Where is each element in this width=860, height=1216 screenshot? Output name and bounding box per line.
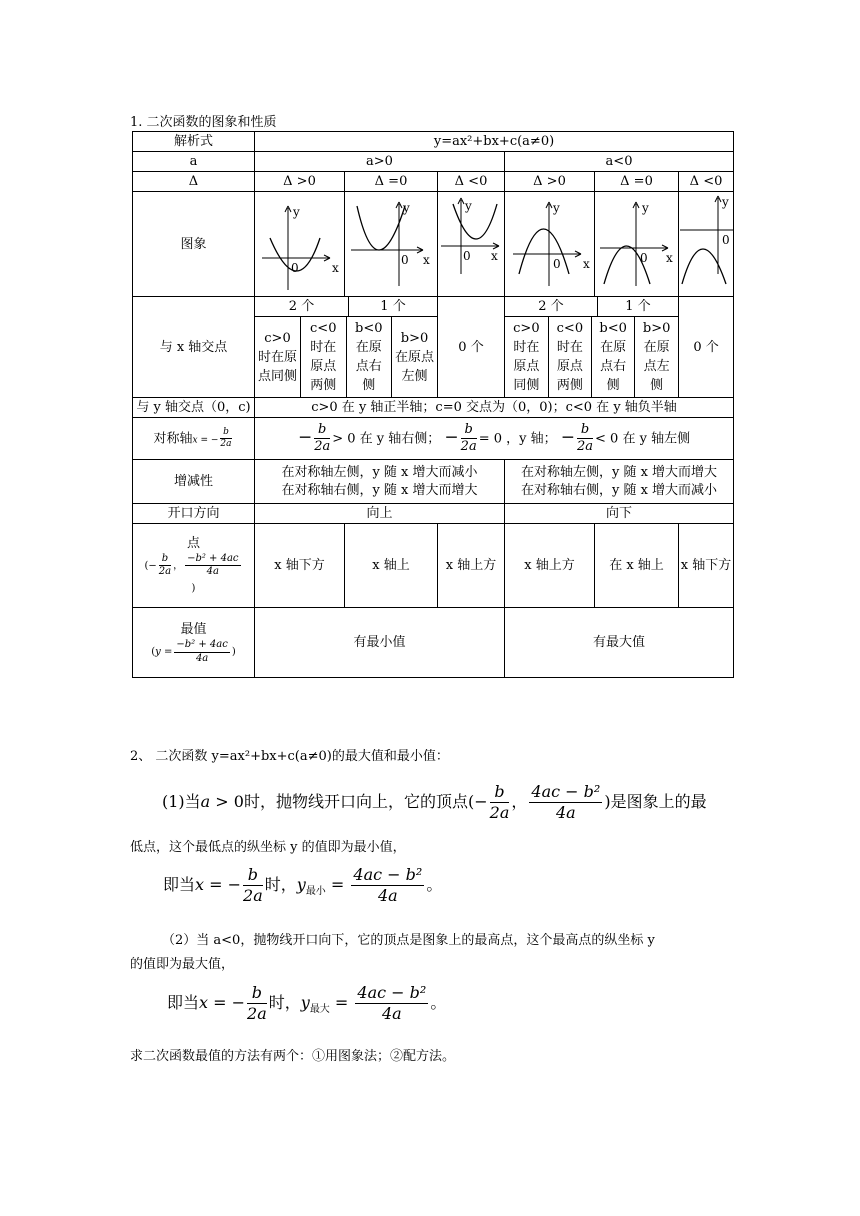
vertex-cell: x 轴上方 [505,524,595,608]
period: 。 [430,993,447,1012]
mono-line: 在对称轴左侧，y 随 x 增大而增大 [520,464,718,480]
case-2-line-2: 的值即为最大值， [130,957,235,972]
intersect-note: c<0 时在原点两侧 [548,317,591,397]
row-extreme-neg: 有最大值 [505,608,734,678]
row-mono-neg [505,460,734,504]
svg-text:x: x [582,257,590,271]
row-axis-label: 对称轴 [153,431,193,446]
sub-min: 最小 [305,886,326,898]
svg-text:0: 0 [463,249,471,263]
row-axis-value: − $\frac{b}{2a}$ > 0 在 y 轴右侧； − $\frac{b}{2a}$ = 0 ，y 轴； − $\frac{b}{2a}$ < 0 在 y 轴左侧 [255,418,734,460]
fraction: $\frac{b}{2a}$ [243,865,263,905]
delta-cell: Δ <0 [679,172,734,192]
graph-down-no-root [679,192,734,297]
svg-text:x: x [666,251,673,265]
svg-text:y: y [292,205,300,219]
row-a-pos: a>0 [255,152,505,172]
svg-text:x: x [331,261,339,275]
count-zero: 0 个 [679,297,734,398]
fraction: $\frac{b}{2a}$ [247,983,267,1023]
row-axis-label-cell [133,418,255,460]
row-extreme-label: 最值 [180,622,207,637]
parabola-graph [596,194,679,294]
fraction: $\frac{b}{2a}$ [158,552,172,577]
row-vertex-label-cell [133,524,255,608]
row-y-intersect-value: c>0 在 y 轴正半轴；c=0 交点为（0，0)；c<0 在 y 轴负半轴 [255,398,734,418]
mono-line: 在对称轴右侧，y 随 x 增大而增大 [281,482,478,498]
delta-cell: Δ >0 [505,172,595,192]
x-intersect-neg-details [505,317,679,398]
count-zero: 0 个 [438,297,505,398]
fraction: $\frac{\text{−b² + 4ac}}{4a}$ [176,639,228,664]
row-y-intersect-label: 与 y 轴交点（0，c) [133,398,255,418]
row-mono-pos [255,460,505,504]
sub-max: 最大 [309,1004,330,1016]
graph-down-one-root [595,192,679,297]
case-1-equation: 即当x = − $\frac{b}{2a}$ 时，$y_{最小}$ = $\frac{\text{4ac − b²}}{4a}$ 。 [163,865,443,905]
svg-text:y: y [465,199,472,213]
axis-formula: x = − [192,435,219,445]
fraction: $\frac{b}{2a}$ [460,421,477,454]
delta-cell: Δ >0 [255,172,345,192]
count-one: 1 个 [625,299,651,314]
intersect-note: b>0 在原点左侧 [395,330,435,384]
x-intersect-neg-detail-table [505,317,678,397]
svg-text:x: x [491,249,498,263]
row-vertex-label: 点 [186,535,200,551]
row-open-neg: 向下 [505,504,734,524]
fraction: $\frac{\text{4ac − b²}}{4a}$ [353,865,423,905]
vertex-cell: x 轴下方 [255,524,345,608]
fraction: $\frac{b}{2a}$ [314,421,331,454]
case-1-continuation: 低点，这个最低点的纵坐标 y 的值即为最小值， [130,840,406,855]
eq-prefix: 即当 [167,993,200,1012]
svg-text:0: 0 [640,251,648,265]
condition: a [200,792,211,811]
row-delta-label: Δ [133,172,255,192]
graph-up-two-roots [255,192,345,297]
fraction: $\frac{b}{2a}$ [489,782,510,822]
delta-cell: Δ =0 [595,172,679,192]
axis-gt-text: > 0 在 y 轴右侧； [332,431,441,446]
vertex-close: ) [191,582,196,594]
fraction: $\frac{b}{2a}$ [577,421,594,454]
axis-eq-text: = 0 ，y 轴； [478,431,557,446]
svg-text:y: y [722,195,729,209]
parabola-graph [439,194,503,294]
svg-text:x: x [423,253,430,267]
x-intersect-pos-details [255,317,438,398]
case-1-end: 是图象上的最 [610,792,707,811]
svg-text:0: 0 [401,253,409,267]
graph-up-one-root [345,192,438,297]
row-x-intersect-label: 与 x 轴交点 [133,297,255,398]
eq-mid: 时， [264,875,297,894]
x-intersect-pos-subtable [255,297,437,316]
extreme-formula: (y = $\frac{\text{−b² + 4ac}}{4a}$ ) [151,639,236,664]
case-1-mid: 时，抛物线开口向上，它的顶点 [243,792,468,811]
svg-text:0: 0 [290,261,299,275]
fraction: $\frac{b}{2a}$ [220,426,232,449]
svg-text:0: 0 [722,233,730,247]
methods-line: 求二次函数最值的方法有两个：①用图象法；②配方法。 [130,1049,456,1064]
period: 。 [426,875,443,894]
intersect-note: b<0 在原点右侧 [592,317,635,397]
case-2-equation: 即当x = − $\frac{b}{2a}$ 时，$y_{最大}$ = $\frac{\text{4ac − b²}}{4a}$ 。 [167,983,447,1023]
case-1-line: (1)当a > 0时，抛物线开口向上，它的顶点(− $\frac{b}{2a}$ ， $\frac{\text{4ac − b²}}{4a}$ )是图象上的最 [162,782,707,822]
properties-table [132,131,734,678]
row-expr-label: 解析式 [133,132,255,152]
row-extreme-pos: 有最小值 [255,608,505,678]
fraction: $\frac{\text{−b² + 4ac}}{4a}$ [187,552,239,577]
row-mono-label: 增减性 [133,460,255,504]
row-graph-label: 图象 [133,192,255,297]
svg-text:y: y [403,201,410,215]
vertex-cell: x 轴上方 [438,524,505,608]
row-a-label: a [133,152,255,172]
parabola-graph [347,194,435,294]
mono-line: 在对称轴左侧，y 随 x 增大而减小 [281,464,478,480]
x-intersect-pos-counts [255,297,438,317]
row-a-neg: a<0 [505,152,734,172]
section-2-heading: 2、 二次函数 y=ax²+bx+c(a≠0)的最大值和最小值： [130,749,449,764]
count-two: 2 个 [255,297,349,316]
graph-up-no-root [438,192,505,297]
axis-lt-text: < 0 在 y 轴左侧 [595,431,691,446]
eq-mid: 时， [268,993,301,1012]
vertex-formula: (− $\frac{b}{2a}$ ， $\frac{\text{−b² + 4ac}}{4a}$ [144,552,239,577]
fraction: $\frac{\text{4ac − b²}}{4a}$ [531,782,601,822]
mono-line: 在对称轴右侧，y 随 x 增大而减小 [520,482,718,498]
row-expr-value: y=ax²+bx+c(a≠0) [255,132,734,152]
row-open-label: 开口方向 [133,504,255,524]
eq-prefix: 即当 [163,875,196,894]
row-open-pos: 向上 [255,504,505,524]
fraction: $\frac{\text{4ac − b²}}{4a}$ [357,983,427,1023]
parabola-graph [680,194,734,294]
parabola-graph [507,194,593,294]
svg-text:y: y [552,201,560,215]
count-one: 1 个 [380,299,406,314]
graph-down-two-roots [505,192,595,297]
x-intersect-neg-counts [505,297,679,317]
vertex-cell: 在 x 轴上 [595,524,679,608]
delta-cell: Δ =0 [345,172,438,192]
vertex-cell: x 轴下方 [679,524,734,608]
delta-cell: Δ <0 [438,172,505,192]
x-intersect-neg-subtable [505,297,678,316]
vertex-cell: x 轴上 [345,524,438,608]
intersect-note: c>0 时在原点同侧 [505,317,548,397]
intersect-note: b>0 在原点左侧 [642,321,671,393]
case-1-start: (1)当 [162,792,201,811]
svg-text:y: y [642,201,649,215]
case-2-line-1: （2）当 a<0，抛物线开口向下，它的顶点是图象上的最高点，这个最高点的纵坐标 y [162,933,655,948]
parabola-graph [258,194,342,294]
intersect-note: c<0 时在原点两侧 [301,317,347,397]
intersect-note: b<0 在原点右侧 [346,317,392,397]
section-1-title: 1. 二次函数的图象和性质 [130,115,277,130]
row-extreme-label-cell [133,608,255,678]
count-two: 2 个 [505,297,597,316]
intersect-note: c>0 时在原点同侧 [255,317,301,397]
x-intersect-pos-detail-table [255,317,437,397]
svg-text:0: 0 [552,257,561,271]
